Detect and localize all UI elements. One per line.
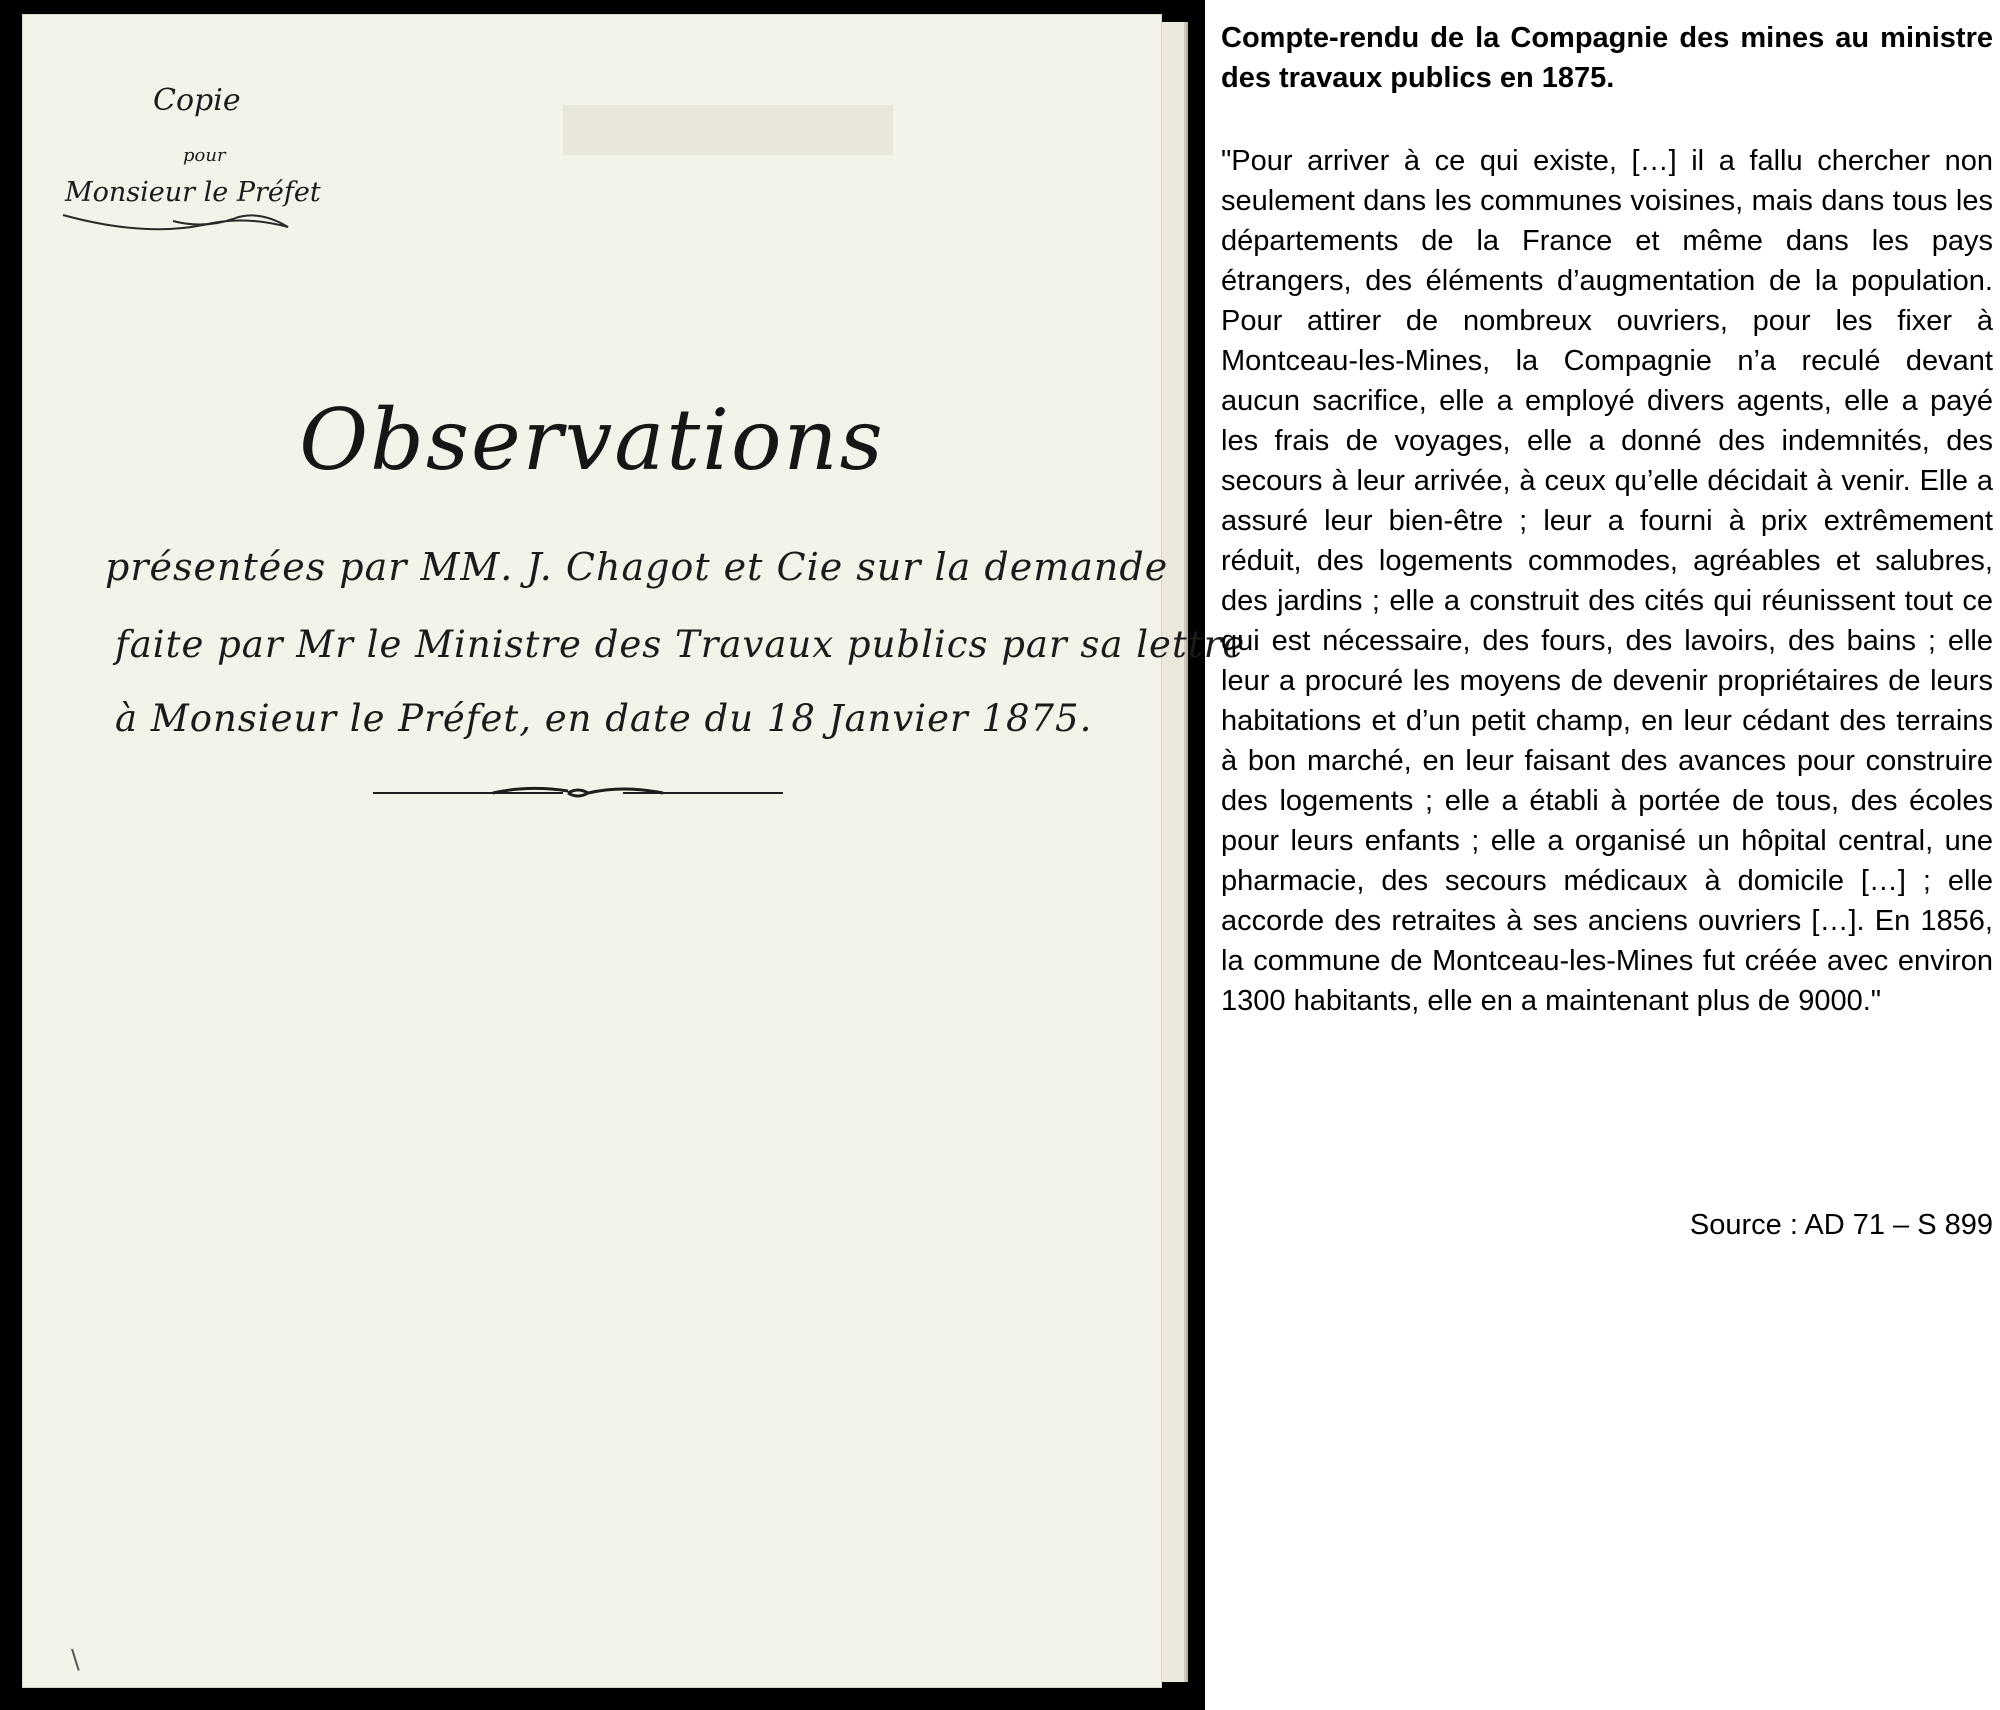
manuscript-page bbox=[22, 14, 1246, 1688]
subtitle-line-3: à Monsieur le Préfet, en date du 18 Janvier 1875. bbox=[115, 697, 1093, 740]
subtitle-line-2: faite par Mr le Ministre des Travaux publics par sa lettre bbox=[115, 623, 1246, 666]
annotation-pour: pour bbox=[183, 145, 226, 166]
annotation-flourish bbox=[63, 215, 288, 229]
bleed-through bbox=[563, 105, 893, 155]
transcription-panel bbox=[1221, 0, 1993, 1710]
transcription-heading: Compte-rendu de la Compagnie des mines au ministre des travaux publics en 1875. bbox=[1221, 22, 1993, 94]
source-citation: Source : AD 71 – S 899 bbox=[1689, 1209, 1993, 1241]
page-ornaments bbox=[23, 15, 1161, 1687]
margin-mark: \ bbox=[71, 1645, 80, 1675]
subtitle-line-1: présentées par MM. J. Chagot et Cie sur la demande bbox=[105, 545, 1169, 589]
document-title: Observations bbox=[299, 391, 885, 489]
annotation-recipient: Monsieur le Préfet bbox=[65, 177, 321, 208]
annotation-copie: Copie bbox=[153, 83, 241, 118]
transcription-quote: "Pour arriver à ce qui existe, […] il a fallu chercher non seulement dans les communes voisines, mais dans tous les départements de la France et même dans les pays étrangers, des éléments d’augmentation de la population. Pour attirer de nombreux ouvriers, pour les fixer à Montceau-les-Mines, la Compagnie n’a reculé devant aucun sacrifice, elle a employé divers agents, elle a payé les frais de voyages, elle a donné des indemnités, des secours à leur arrivée, à ceux qu’elle décidait à venir. Elle a assuré leur bien-être ; leur a fourni à prix extrêmement réduit, des logements commodes, agréables et salubres, des jardins ; elle a construit des cités qui réunissent tout ce qui est nécessaire, des fours, des lavoirs, des bains ; elle leur a procuré les moyens de devenir propriétaires de leurs habitations et d’un petit champ, en leur cédant des terrains à bon marché, en leur faisant des avances pour construire des logements ; elle a établi à portée de tous, des écoles pour leurs enfants ; elle a organisé un hôpital central, une pharmacie, des secours médicaux à domicile […] ; elle accorde des retraites à ses anciens ouvriers […]. En 1856, la commune de Montceau-les-Mines fut créée avec environ 1300 habitants, elle en a maintenant plus de 9000." bbox=[1221, 145, 1993, 1017]
